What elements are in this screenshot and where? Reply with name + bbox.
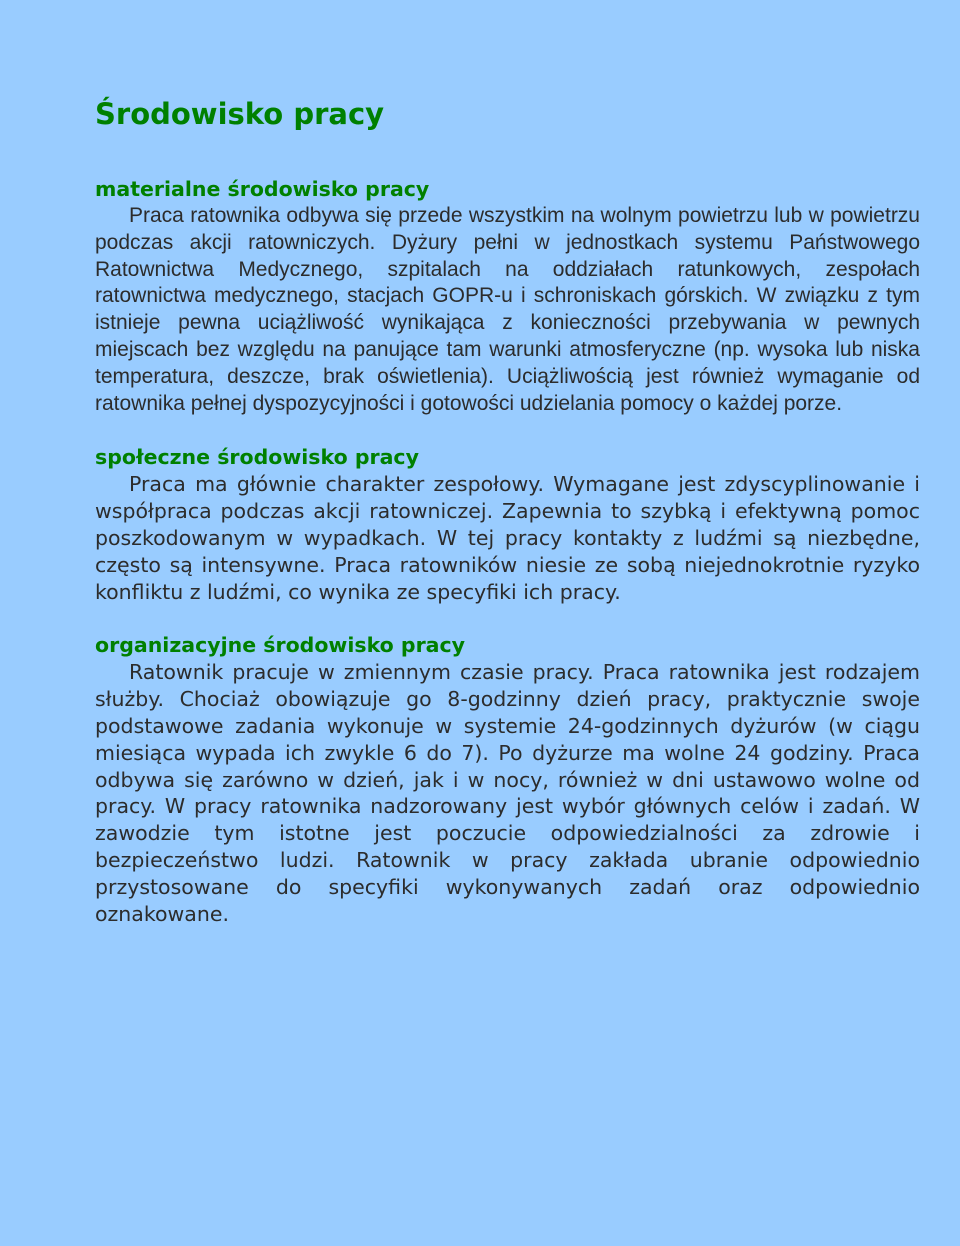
section-social-environment: [95, 444, 920, 605]
section-heading: organizacyjne środowisko pracy: [95, 633, 466, 658]
section-body: [95, 659, 920, 927]
section-body-text: Praca ratownika odbywa się przede wszystkim na wolnym powietrzu lub w powietrzu podczas akcji ratowniczych. Dyżury pełni w jednostkach systemu Państwowego Ratownictwa Medycznego, szpitalach na oddziałach ratunkowych, zespołach ratownictwa medycznego, stacjach GOPR-u i schroniskach górskich. W związku z tym istnieje pewna uciążliwość wynikająca z konieczności przebywania w pewnych miejscach bez względu na panujące tam warunki atmosferyczne (np. wysoka lub niska temperatura, deszcze, brak oświetlenia). Uciążliwością jest również wymaganie od ratownika pełnej dyspozycyjności i gotowości udzielania pomocy o każdej porze.: [95, 204, 920, 415]
section-body-text: Ratownik pracuje w zmiennym czasie pracy. Praca ratownika jest rodzajem służby. Chociaż obowiązuje go 8-godzinny dzień pracy, praktycznie swoje podstawowe zadania wykonuje w systemie 24-godzinnych dyżurów (w ciągu miesiąca wypada ich zwykle 6 do 7). Po dyżurze ma wolne 24 godziny. Praca odbywa się zarówno w dzień, jak i w nocy, również w dni ustawowo wolne od pracy. W pracy ratownika nadzorowany jest wybór głównych celów i zadań. W zawodzie tym istotne jest poczucie odpowiedzialności za zdrowie i bezpieczeństwo ludzi. Ratownik w pracy zakłada ubranie odpowiednio przystosowane do specyfiki wykonywanych zadań oraz odpowiednio oznakowane.: [95, 660, 920, 926]
section-heading: społeczne środowisko pracy: [95, 445, 419, 470]
section-organizational-environment: [95, 632, 920, 927]
section-material-environment: [95, 176, 920, 417]
section-body: [95, 471, 920, 605]
document-page: [95, 92, 920, 954]
page-title: Środowisko pracy: [95, 97, 385, 131]
section-heading: materialne środowisko pracy: [95, 177, 430, 201]
section-body: [95, 203, 920, 417]
section-body-text: Praca ma głównie charakter zespołowy. Wymagane jest zdyscyplinowanie i współpraca podczas akcji ratowniczej. Zapewnia to szybką i efektywną pomoc poszkodowanym w wypadkach. W tej pracy kontakty z ludźmi są niezbędne, często są intensywne. Praca ratowników niesie ze sobą niejednokrotnie ryzyko konfliktu z ludźmi, co wynika ze specyfiki ich pracy.: [95, 472, 920, 604]
